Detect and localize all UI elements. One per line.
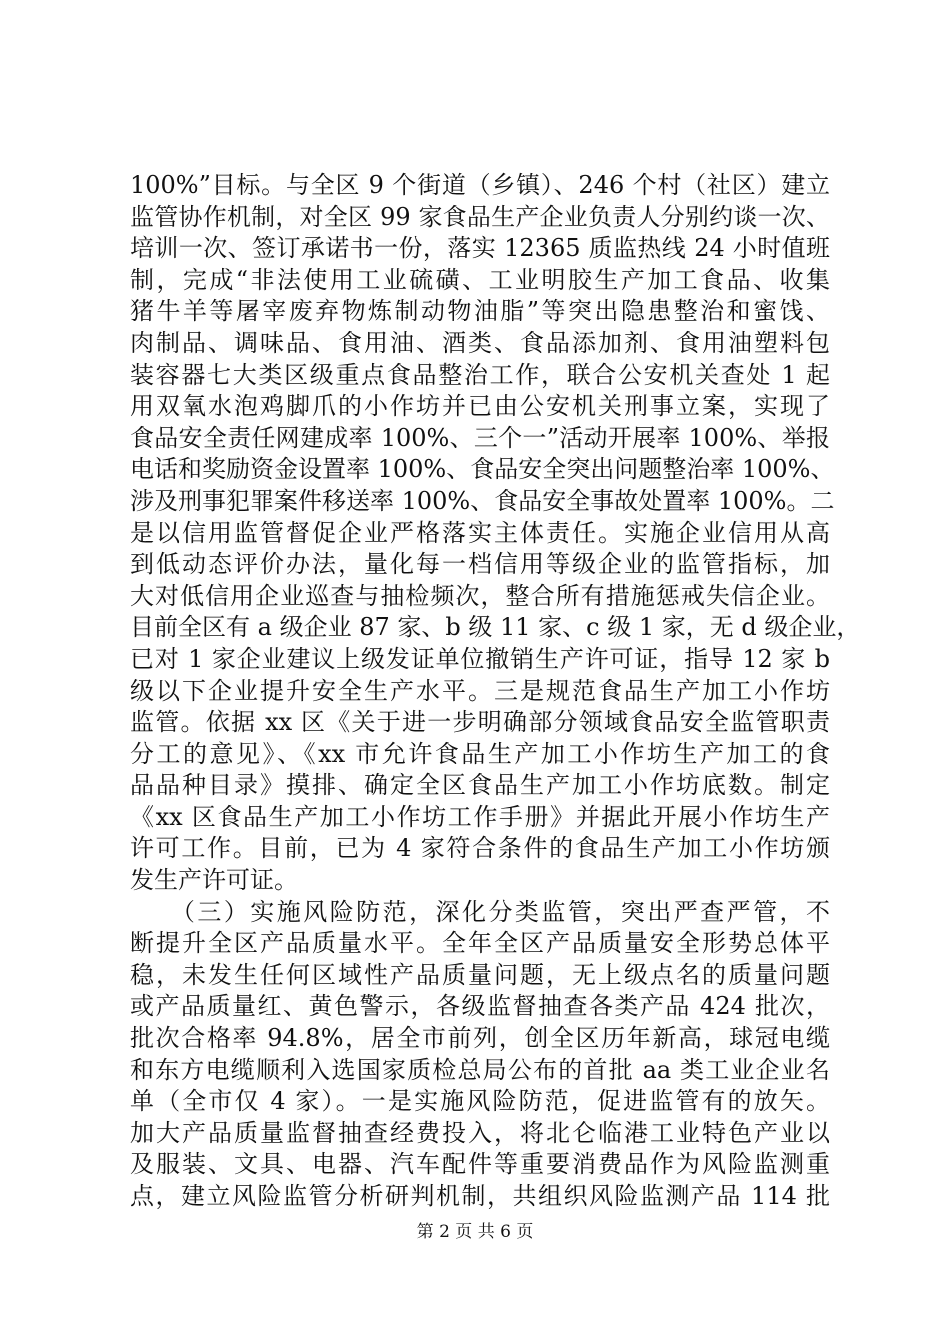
- text-line: 断提升全区产品质量水平。全年全区产品质量安全形势总体平: [130, 929, 830, 958]
- text-line: 肉制品、调味品、食用油、酒类、食品添加剂、食用油塑料包: [130, 328, 830, 357]
- text-line: 或产品质量红、黄色警示，各级监督抽查各类产品 424 批次，: [130, 992, 830, 1021]
- text-line: 是以信用监管督促企业严格落实主体责任。实施企业信用从高: [130, 518, 830, 547]
- text-line: 及服装、文具、电器、汽车配件等重要消费品作为风险监测重: [130, 1150, 830, 1179]
- text-line: 猪牛羊等屠宰废弃物炼制动物油脂”等突出隐患整治和蜜饯、: [130, 297, 830, 326]
- text-line: 目前全区有 a 级企业 87 家、b 级 11 家、c 级 1 家，无 d 级企业，: [130, 613, 861, 642]
- text-line: 食品安全责任网建成率 100%、三个一”活动开展率 100%、举报: [130, 423, 830, 452]
- text-line: 级以下企业提升安全生产水平。三是规范食品生产加工小作坊: [130, 676, 830, 705]
- text-line: 已对 1 家企业建议上级发证单位撤销生产许可证，指导 12 家 b: [130, 644, 830, 673]
- text-line: 监管协作机制，对全区 99 家食品生产企业负责人分别约谈一次、: [130, 202, 830, 231]
- text-line: 批次合格率 94.8%，居全市前列，创全区历年新高，球冠电缆: [130, 1024, 830, 1053]
- text-line: 品品种目录》摸排、确定全区食品生产加工小作坊底数。制定: [130, 771, 830, 800]
- text-line: 加大产品质量监督抽查经费投入，将北仑临港工业特色产业以: [130, 1118, 830, 1147]
- text-line: 点，建立风险监管分析研判机制，共组织风险监测产品 114 批: [130, 1182, 830, 1210]
- text-line: 稳，未发生任何区域性产品质量问题，无上级点名的质量问题: [130, 960, 830, 989]
- text-line: 监管。依据 xx 区《关于进一步明确部分领域食品安全监管职责: [130, 708, 830, 737]
- text-line: 大对低信用企业巡查与抽检频次，整合所有措施惩戒失信企业。: [130, 581, 830, 610]
- text-line: 装容器七大类区级重点食品整治工作，联合公安机关查处 1 起: [130, 360, 830, 389]
- text-line: 《xx 区食品生产加工小作坊工作手册》并据此开展小作坊生产: [130, 802, 830, 831]
- text-line: 许可工作。目前，已为 4 家符合条件的食品生产加工小作坊颁: [130, 834, 830, 863]
- text-line: 用双氧水泡鸡脚爪的小作坊并已由公安机关刑事立案，实现了: [130, 392, 830, 421]
- text-line: 制，完成“非法使用工业硫磺、工业明胶生产加工食品、收集: [130, 265, 830, 294]
- text-line: 涉及刑事犯罪案件移送率 100%、食品安全事故处置率 100%。二: [130, 486, 835, 515]
- body-text: [130, 170, 861, 1213]
- text-line: 培训一次、签订承诺书一份，落实 12365 质监热线 24 小时值班: [130, 234, 830, 263]
- page-footer: 第 2 页 共 6 页: [416, 1222, 534, 1242]
- text-line: 和东方电缆顺利入选国家质检总局公布的首批 aa 类工业企业名: [130, 1055, 830, 1084]
- text-line: 到低动态评价办法，量化每一档信用等级企业的监管指标，加: [130, 550, 830, 579]
- text-line: 电话和奖励资金设置率 100%、食品安全突出问题整治率 100%、: [130, 455, 835, 484]
- text-line: 发生产许可证。: [130, 866, 298, 895]
- text-line: 100%”目标。与全区 9 个街道（乡镇）、246 个村（社区）建立: [130, 171, 830, 199]
- text-line: （三）实施风险防范，深化分类监管，突出严查严管，不: [130, 897, 830, 926]
- text-line: 分工的意见》、《xx 市允许食品生产加工小作坊生产加工的食: [130, 739, 830, 768]
- text-line: 单（全市仅 4 家）。一是实施风险防范，促进监管有的放矢。: [130, 1087, 830, 1116]
